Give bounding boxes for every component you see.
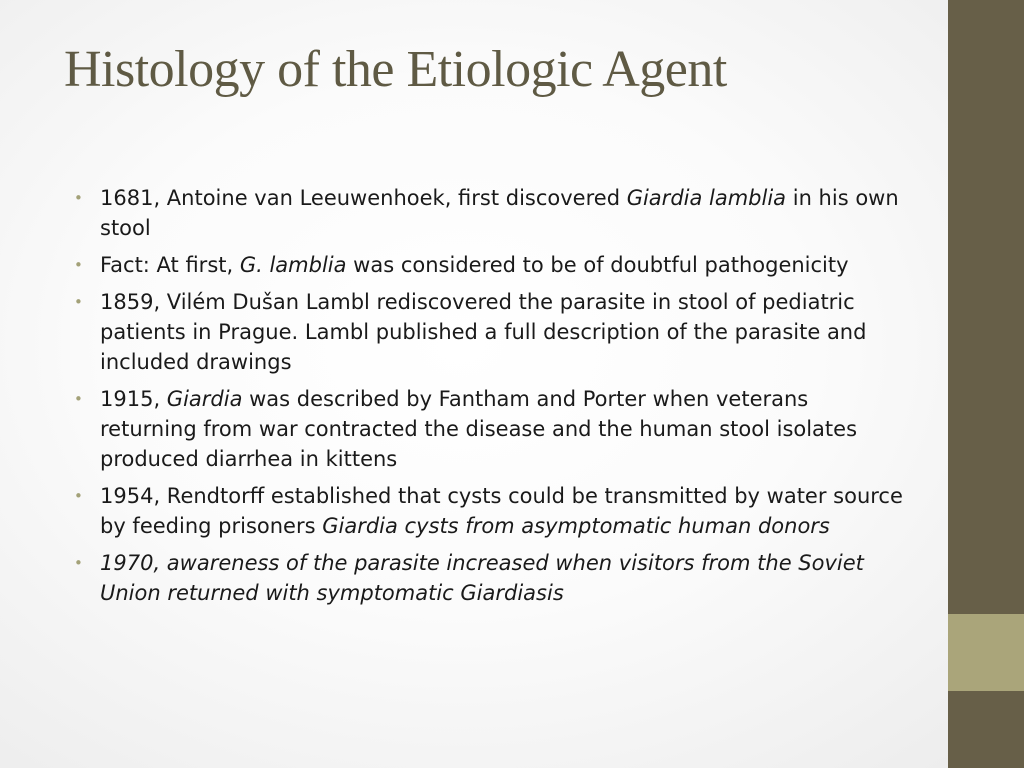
bullet-item-1859 [74,287,904,377]
bullet-text: was described by Fantham and Porter when veterans returning from war contracted the disease and the human stool isolates produced diarrhea in kittens [100,387,858,471]
bullet-icon: • [74,189,83,207]
sidebar-accent-block [948,614,1024,691]
bullet-text: was considered to be of doubtful pathogenicity [346,253,849,277]
slide-title: Histology of the Etiologic Agent [64,41,727,98]
bullet-item-1954 [74,481,904,541]
bullet-icon: • [74,487,83,505]
bullet-italic-text: Giardia [166,387,243,411]
bullet-italic-text: 1970, awareness of the parasite increased when visitors from the Soviet Union returned with symptomatic Giardiasis [100,551,864,605]
bullet-italic-text: G. lamblia [239,253,347,277]
bullet-italic-text: Giardia lamblia [626,186,787,210]
bullet-text: 1859, Vilém Dušan Lambl rediscovered the parasite in stool of pediatric patients in Prague. Lambl published a full description of the parasite and included drawings [100,290,867,374]
bullet-icon: • [74,256,83,274]
bullet-icon: • [74,554,83,572]
bullet-item-fact [74,250,904,280]
bullet-item-1681 [74,183,904,243]
bullet-text: 1954, Rendtorff established that cysts could be transmitted by water source by feeding prisoners [100,484,903,538]
bullet-italic-text: Giardia cysts from asymptomatic human donors [322,514,830,538]
bullet-icon: • [74,293,83,311]
sidebar-decoration [948,0,1024,768]
bullet-text: Fact: At first, [100,253,240,277]
bullet-item-1970 [74,548,904,608]
bullet-text: in his own stool [100,186,899,240]
bullet-text: 1681, Antoine van Leeuwenhoek, first discovered [100,186,627,210]
bullet-icon: • [74,390,83,408]
bullet-item-1915 [74,384,904,474]
bullet-list [74,183,904,615]
bullet-text: 1915, [100,387,167,411]
